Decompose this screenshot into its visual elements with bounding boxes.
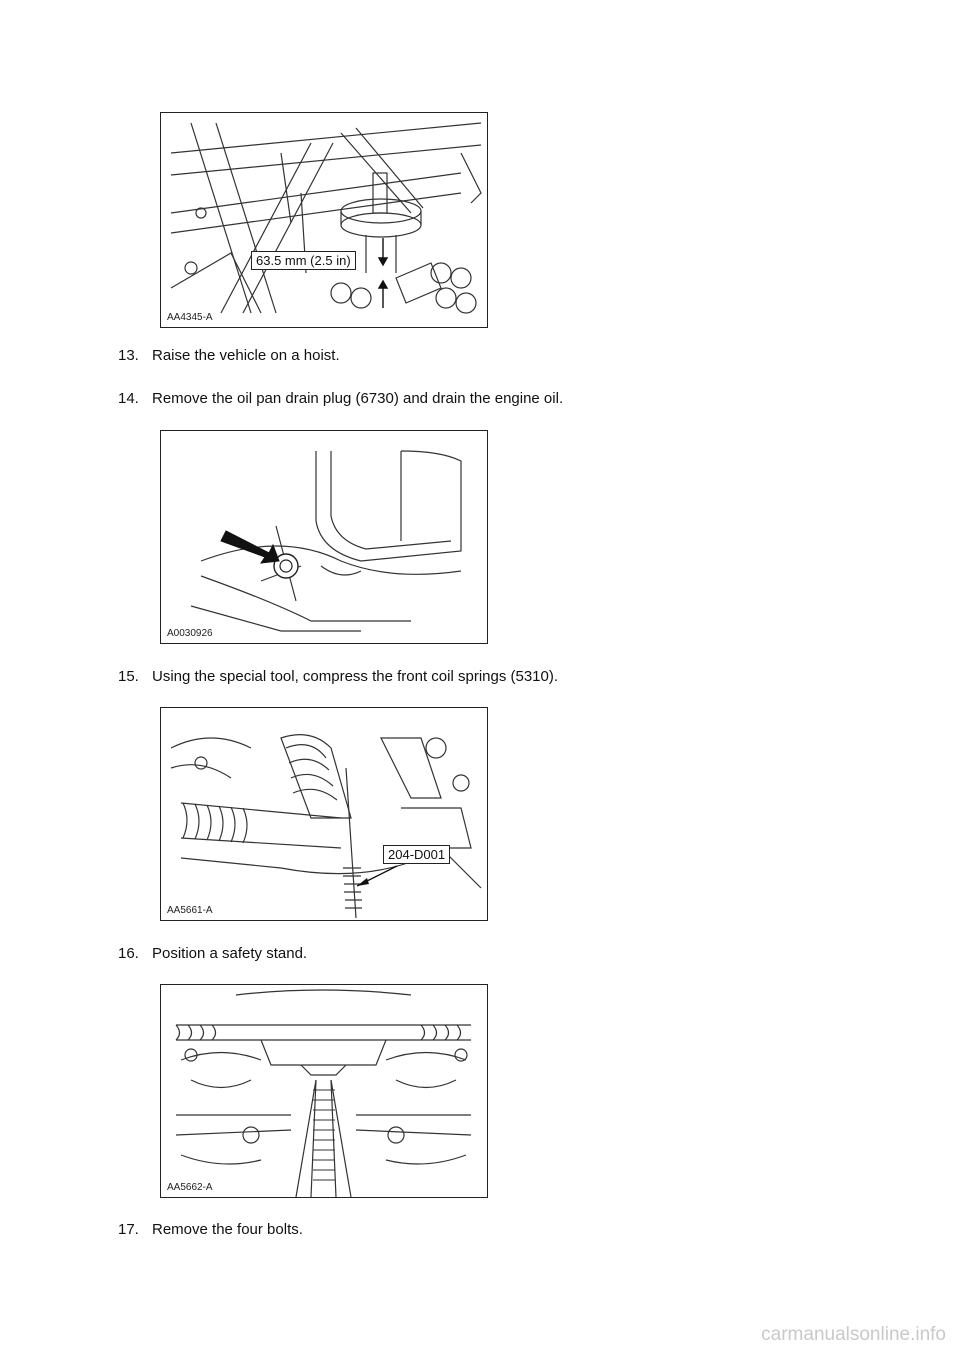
- step-text: Position a safety stand.: [152, 945, 308, 962]
- figure-spring-compressor: [160, 707, 488, 921]
- tool-number-callout: 204-D001: [383, 845, 450, 864]
- tool-illustration: [161, 113, 487, 327]
- oil-pan-illustration: [161, 431, 487, 643]
- step-number: 16.: [118, 945, 139, 962]
- step-13: [118, 347, 340, 365]
- figure-code: AA4345-A: [167, 312, 213, 323]
- measurement-callout: 63.5 mm (2.5 in): [251, 251, 356, 270]
- figure-code: AA5662-A: [167, 1182, 213, 1193]
- step-14: [118, 390, 563, 408]
- figure-tool-measurement: [160, 112, 488, 328]
- figure-code: A0030926: [167, 628, 213, 639]
- step-text: Raise the vehicle on a hoist.: [152, 347, 340, 364]
- step-number: 13.: [118, 347, 139, 364]
- figure-oil-pan-drain-plug: [160, 430, 488, 644]
- safety-stand-illustration: [161, 985, 487, 1197]
- step-number: 17.: [118, 1221, 139, 1238]
- step-number: 14.: [118, 390, 139, 407]
- step-text: Remove the oil pan drain plug (6730) and drain the engine oil.: [152, 390, 564, 407]
- step-number: 15.: [118, 668, 139, 685]
- figure-safety-stand: [160, 984, 488, 1198]
- step-text: Remove the four bolts.: [152, 1221, 303, 1238]
- spring-compressor-illustration: [161, 708, 487, 920]
- figure-code: AA5661-A: [167, 905, 213, 916]
- watermark-footer: carmanualsonline.info: [761, 1324, 946, 1345]
- step-15: [118, 668, 558, 686]
- step-text: Using the special tool, compress the front coil springs (5310).: [152, 668, 559, 685]
- step-17: [118, 1221, 303, 1239]
- step-16: [118, 945, 307, 963]
